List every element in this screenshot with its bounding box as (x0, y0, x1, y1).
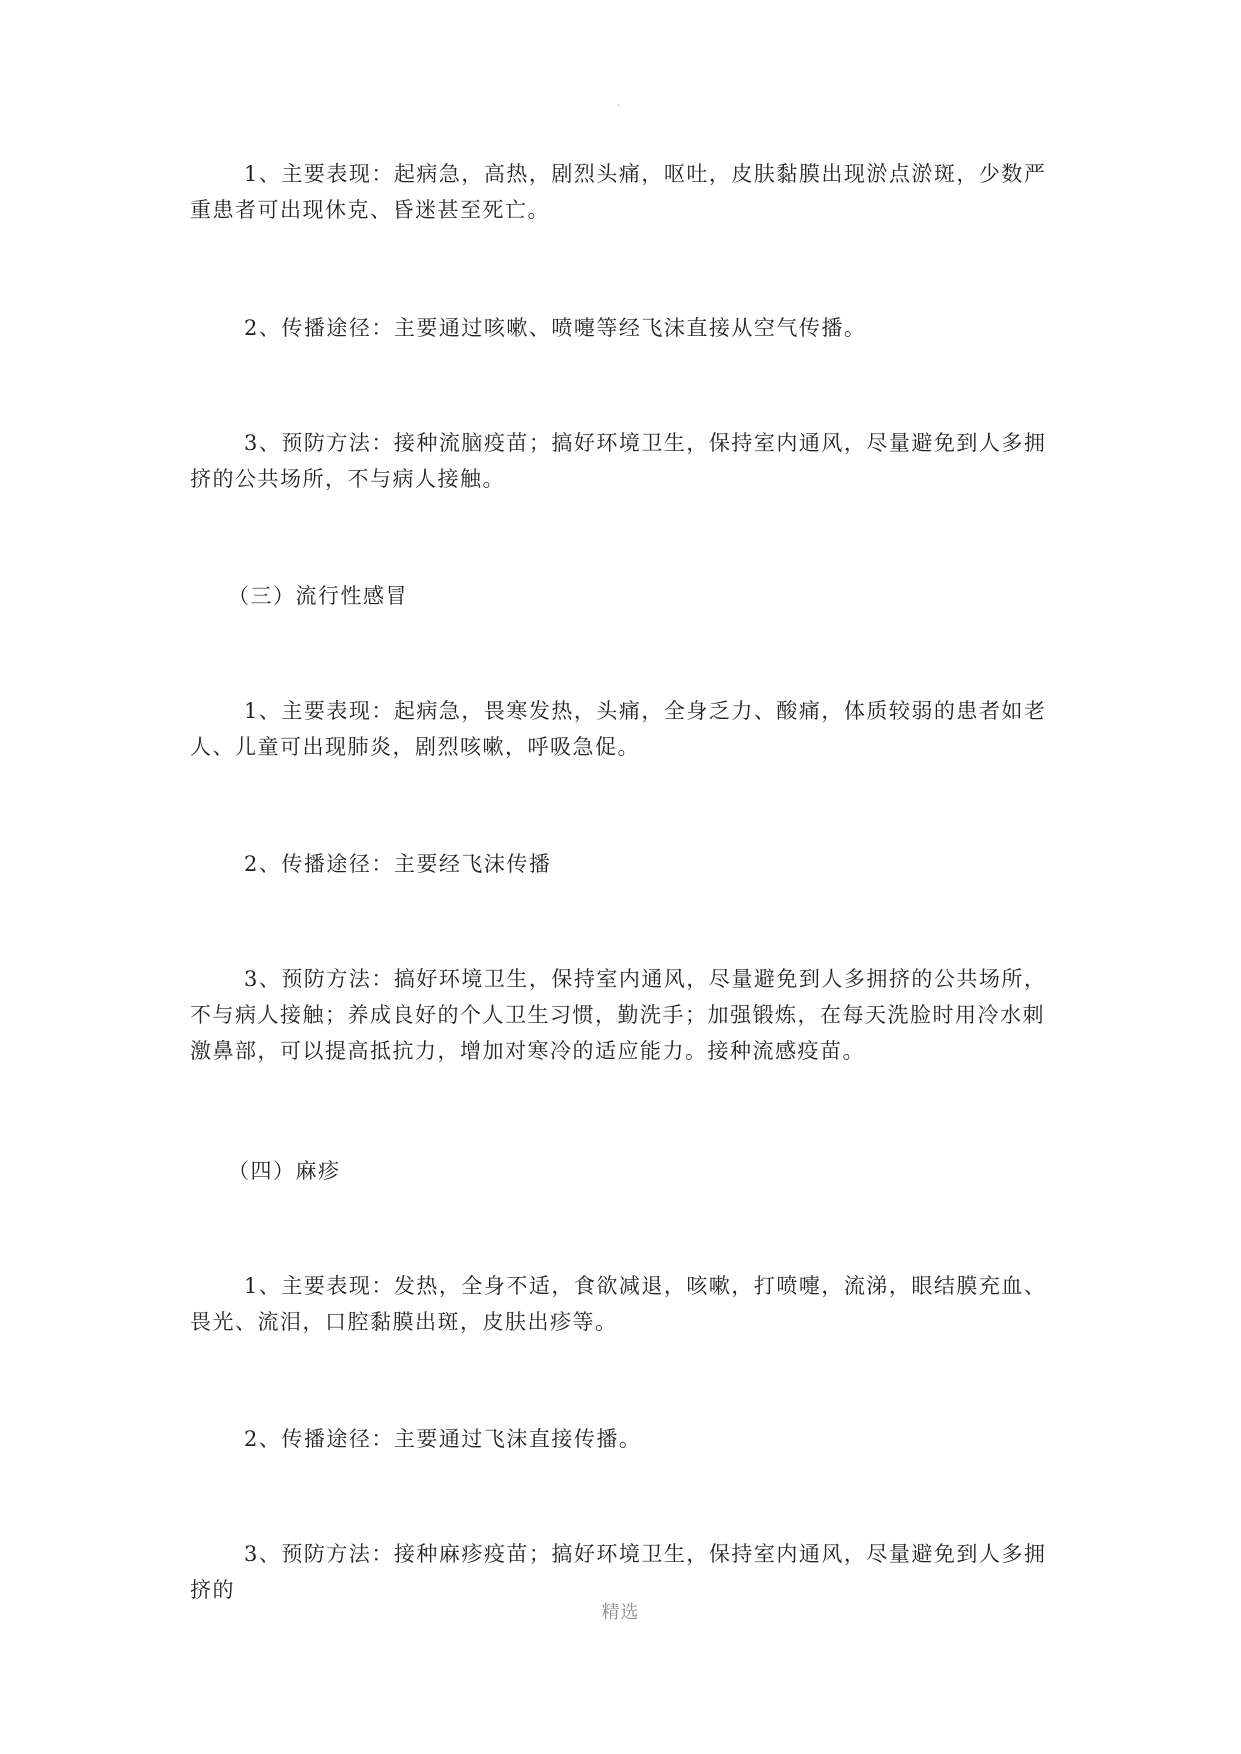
section-heading-influenza: （三）流行性感冒 (228, 584, 408, 608)
meningitis-symptoms-paragraph: 1、主要表现：起病急，高热，剧烈头痛，呕吐，皮肤黏膜出现淤点淤斑，少数严重患者可出现休克、昏迷甚至死亡。 (190, 162, 1047, 222)
measles-symptoms-paragraph: 1、主要表现：发热，全身不适，食欲减退，咳嗽，打喷嚏，流涕，眼结膜充血、畏光、流泪，口腔黏膜出斑，皮肤出疹等。 (190, 1274, 1047, 1334)
influenza-transmission-paragraph: 2、传播途径：主要经飞沫传播 (244, 852, 552, 876)
influenza-symptoms-paragraph: 1、主要表现：起病急，畏寒发热，头痛，全身乏力、酸痛，体质较弱的患者如老人、儿童可出现肺炎，剧烈咳嗽，呼吸急促。 (190, 699, 1047, 759)
meningitis-prevention-paragraph: 3、预防方法：接种流脑疫苗；搞好环境卫生，保持室内通风，尽量避免到人多拥挤的公共场所，不与病人接触。 (190, 431, 1047, 491)
measles-prevention-paragraph: 3、预防方法：接种麻疹疫苗；搞好环境卫生，保持室内通风，尽量避免到人多拥挤的 (190, 1542, 1047, 1602)
header-mark: . (617, 98, 621, 109)
section-heading-measles: （四）麻疹 (228, 1159, 341, 1183)
influenza-prevention-paragraph: 3、预防方法：搞好环境卫生，保持室内通风，尽量避免到人多拥挤的公共场所，不与病人接触；养成良好的个人卫生习惯，勤洗手；加强锻炼，在每天洗脸时用冷水刺激鼻部，可以提高抵抗力，增加对寒冷的适应能力。接种流感疫苗。 (190, 967, 1047, 1063)
measles-transmission-paragraph: 2、传播途径：主要通过飞沫直接传播。 (244, 1427, 642, 1451)
meningitis-transmission-paragraph: 2、传播途径：主要通过咳嗽、喷嚏等经飞沫直接从空气传播。 (244, 316, 867, 340)
page-footer-label: 精选 (601, 1602, 640, 1623)
